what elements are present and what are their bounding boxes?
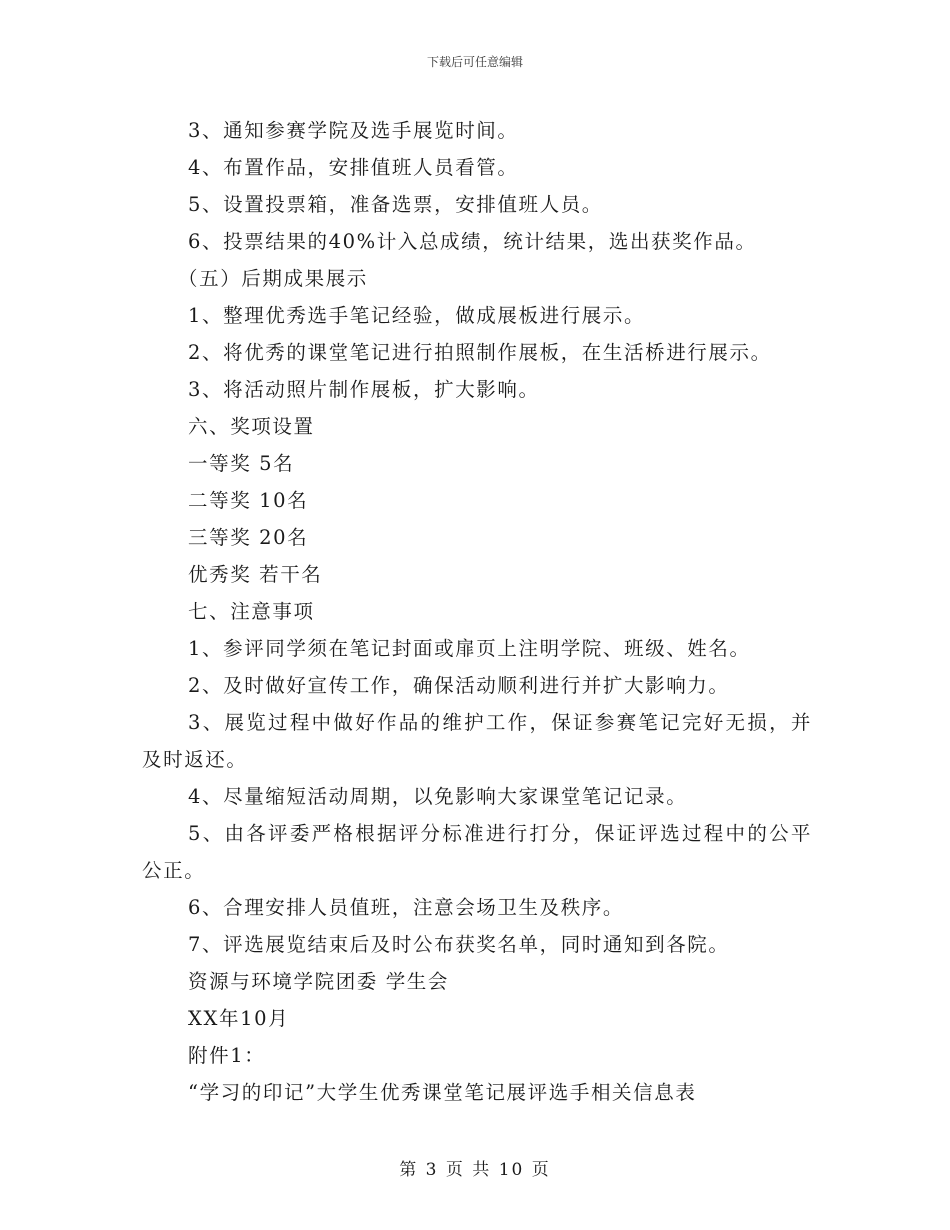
paragraph: 二等奖 10名: [188, 489, 309, 512]
paragraph: 6、投票结果的40%计入总成绩，统计结果，选出获奖作品。: [188, 230, 757, 253]
section-heading: 七、注意事项: [188, 600, 315, 623]
attachment-label: 附件1：: [188, 1044, 266, 1067]
paragraph: 一等奖 5名: [188, 452, 295, 475]
page-footer: 第 3 页 共 10 页: [399, 1160, 551, 1180]
section-heading: 六、奖项设置: [188, 415, 315, 438]
paragraph: 3、通知参赛学院及选手展览时间。: [188, 119, 519, 142]
paragraph: 三等奖 20名: [188, 526, 309, 549]
page-header: 下载后可任意编辑: [426, 55, 523, 69]
section-heading: （五）后期成果展示: [178, 267, 368, 290]
attachment-title: “学习的印记”大学生优秀课堂笔记展评选手相关信息表: [188, 1081, 697, 1104]
paragraph: 7、评选展览结束后及时公布获奖名单，同时通知到各院。: [188, 933, 730, 956]
paragraph: 1、参评同学须在笔记封面或扉页上注明学院、班级、姓名。: [188, 637, 751, 660]
signature-organization: 资源与环境学院团委 学生会: [188, 970, 449, 993]
signature-date: XX年10月: [188, 1007, 290, 1030]
paragraph: 4、布置作品，安排值班人员看管。: [188, 156, 519, 179]
paragraph: 2、将优秀的课堂笔记进行拍照制作展板，在生活桥进行展示。: [188, 341, 772, 364]
paragraph: 5、设置投票箱，准备选票，安排值班人员。: [188, 193, 603, 216]
paragraph: 2、及时做好宣传工作，确保活动顺利进行并扩大影响力。: [188, 674, 730, 697]
paragraph: 4、尽量缩短活动周期，以免影响大家课堂笔记记录。: [188, 785, 688, 808]
paragraph: 5、由各评委严格根据评分标准进行打分，保证评选过程中的公平公正。: [142, 822, 812, 882]
paragraph: 3、将活动照片制作展板，扩大影响。: [188, 378, 540, 401]
paragraph: 优秀奖 若干名: [188, 563, 323, 586]
paragraph: 6、合理安排人员值班，注意会场卫生及秩序。: [188, 896, 625, 919]
document-body: [142, 112, 812, 1111]
paragraph: 3、展览过程中做好作品的维护工作，保证参赛笔记完好无损，并及时返还。: [142, 711, 812, 771]
paragraph: 1、整理优秀选手笔记经验，做成展板进行展示。: [188, 304, 646, 327]
